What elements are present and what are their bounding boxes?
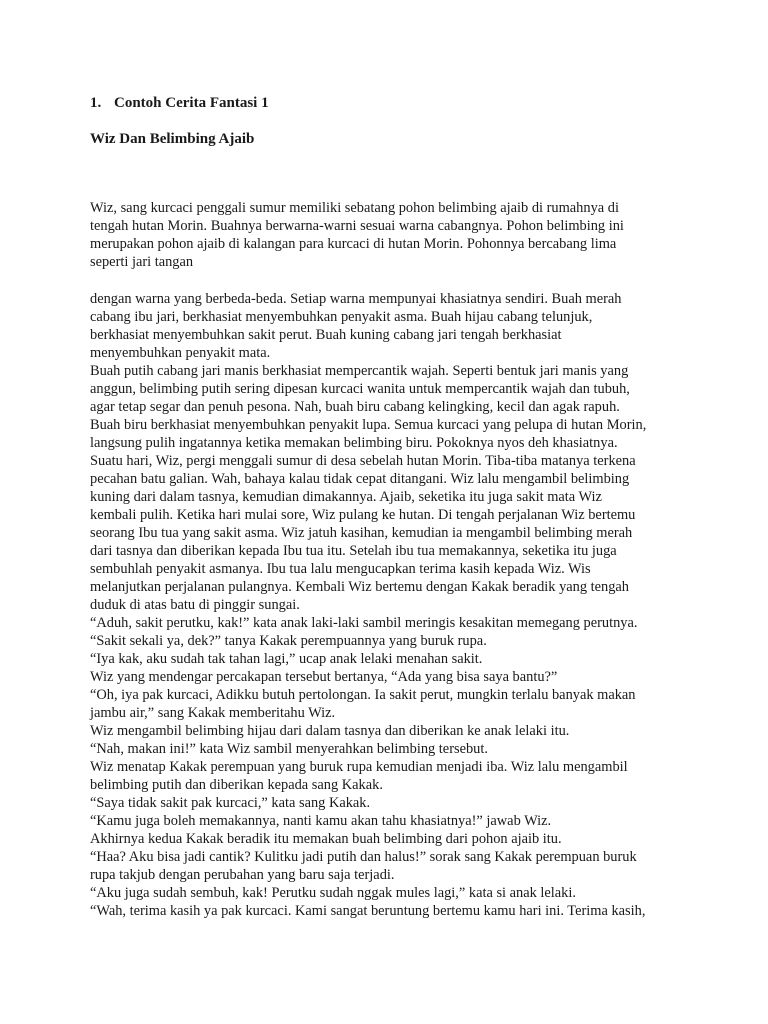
text-line: dengan warna yang berbeda-beda. Setiap warna mempunyai khasiatnya sendiri. Buah merah: [90, 291, 622, 307]
text-line: Buah biru berkhasiat menyembuhkan penyakit lupa. Semua kurcaci yang pelupa di hutan Morin,: [90, 417, 647, 433]
text-line: Suatu hari, Wiz, pergi menggali sumur di desa sebelah hutan Morin. Tiba-tiba matanya terkena: [90, 453, 636, 469]
text-line: Akhirnya kedua Kakak beradik itu memakan buah belimbing dari pohon ajaib itu.: [90, 831, 562, 847]
text-line: seorang Ibu tua yang sakit asma. Wiz jatuh kasihan, kemudian ia mengambil belimbing merah: [90, 525, 633, 541]
text-line: “Nah, makan ini!” kata Wiz sambil menyerahkan belimbing tersebut.: [90, 741, 488, 757]
text-line: belimbing putih dan diberikan kepada sang Kakak.: [90, 777, 383, 793]
section-title: Contoh Cerita Fantasi 1: [114, 95, 269, 111]
story-body: [90, 290, 690, 920]
text-line: “Aduh, sakit perutku, kak!” kata anak laki-laki sambil meringis kesakitan memegang perutnya.: [90, 615, 638, 631]
section-number: 1.: [90, 95, 102, 111]
text-line: duduk di atas batu di pinggir sungai.: [90, 597, 300, 613]
text-line: berkhasiat menyembuhkan sakit perut. Buah kuning cabang jari tengah berkhasiat: [90, 327, 562, 343]
text-line: Wiz mengambil belimbing hijau dari dalam tasnya dan diberikan ke anak lelaki itu.: [90, 723, 570, 739]
text-line: melanjutkan perjalanan pulangnya. Kembali Wiz bertemu dengan Kakak beradik yang tengah: [90, 579, 630, 595]
text-line: pecahan batu galian. Wah, bahaya kalau tidak cepat ditangani. Wiz lalu mengambil belimbing: [90, 471, 630, 487]
text-line: “Aku juga sudah sembuh, kak! Perutku sudah nggak mules lagi,” kata si anak lelaki.: [90, 885, 576, 901]
intro-paragraph: [90, 199, 690, 271]
text-line: “Kamu juga boleh memakannya, nanti kamu akan tahu khasiatnya!” jawab Wiz.: [90, 813, 552, 829]
text-line: jambu air,” sang Kakak memberitahu Wiz.: [90, 705, 336, 721]
text-line: langsung pulih ingatannya ketika memakan belimbing biru. Pokoknya nyos deh khasiatnya.: [90, 435, 618, 451]
text-line: sembuhlah penyakit asmanya. Ibu tua lalu mengucapkan terima kasih kepada Wiz. Wis: [90, 561, 591, 577]
text-line: “Haa? Aku bisa jadi cantik? Kulitku jadi putih dan halus!” sorak sang Kakak perempuan buruk: [90, 849, 637, 865]
text-line: cabang ibu jari, berkhasiat menyembuhkan penyakit asma. Buah hijau cabang telunjuk,: [90, 309, 593, 325]
text-line: seperti jari tangan: [90, 254, 194, 270]
text-line: “Iya kak, aku sudah tak tahan lagi,” ucap anak lelaki menahan sakit.: [90, 651, 483, 667]
text-line: rupa takjub dengan perubahan yang baru saja terjadi.: [90, 867, 395, 883]
text-line: “Sakit sekali ya, dek?” tanya Kakak perempuannya yang buruk rupa.: [90, 633, 487, 649]
text-line: anggun, belimbing putih sering dipesan kurcaci wanita untuk mempercantik wajah dan tubuh,: [90, 381, 630, 397]
section-heading: [90, 94, 269, 112]
text-line: menyembuhkan penyakit mata.: [90, 345, 271, 361]
text-line: kembali pulih. Ketika hari mulai sore, Wiz pulang ke hutan. Di tengah perjalanan Wiz bertemu: [90, 507, 636, 523]
text-line: agar tetap segar dan penuh pesona. Nah, buah biru cabang kelingking, kecil dan agak rapuh.: [90, 399, 620, 415]
story-title: Wiz Dan Belimbing Ajaib: [90, 131, 255, 147]
text-line: tengah hutan Morin. Buahnya berwarna-warni sesuai warna cabangnya. Pohon belimbing ini: [90, 218, 624, 234]
text-line: Wiz, sang kurcaci penggali sumur memiliki sebatang pohon belimbing ajaib di rumahnya di: [90, 200, 619, 216]
text-line: kuning dari dalam tasnya, kemudian dimakannya. Ajaib, seketika itu juga sakit mata Wiz: [90, 489, 602, 505]
text-line: Wiz menatap Kakak perempuan yang buruk rupa kemudian menjadi iba. Wiz lalu mengambil: [90, 759, 628, 775]
text-line: merupakan pohon ajaib di kalangan para kurcaci di hutan Morin. Pohonnya bercabang lima: [90, 236, 617, 252]
text-line: “Wah, terima kasih ya pak kurcaci. Kami sangat beruntung bertemu kamu hari ini. Terima kasih,: [90, 903, 646, 919]
text-line: “Oh, iya pak kurcaci, Adikku butuh pertolongan. Ia sakit perut, mungkin terlalu banyak makan: [90, 687, 636, 703]
text-line: Wiz yang mendengar percakapan tersebut bertanya, “Ada yang bisa saya bantu?”: [90, 669, 558, 685]
text-line: “Saya tidak sakit pak kurcaci,” kata sang Kakak.: [90, 795, 371, 811]
text-line: dari tasnya dan diberikan kepada Ibu tua itu. Setelah ibu tua memakannya, seketika itu juga: [90, 543, 617, 559]
text-line: Buah putih cabang jari manis berkhasiat mempercantik wajah. Seperti bentuk jari manis yang: [90, 363, 629, 379]
